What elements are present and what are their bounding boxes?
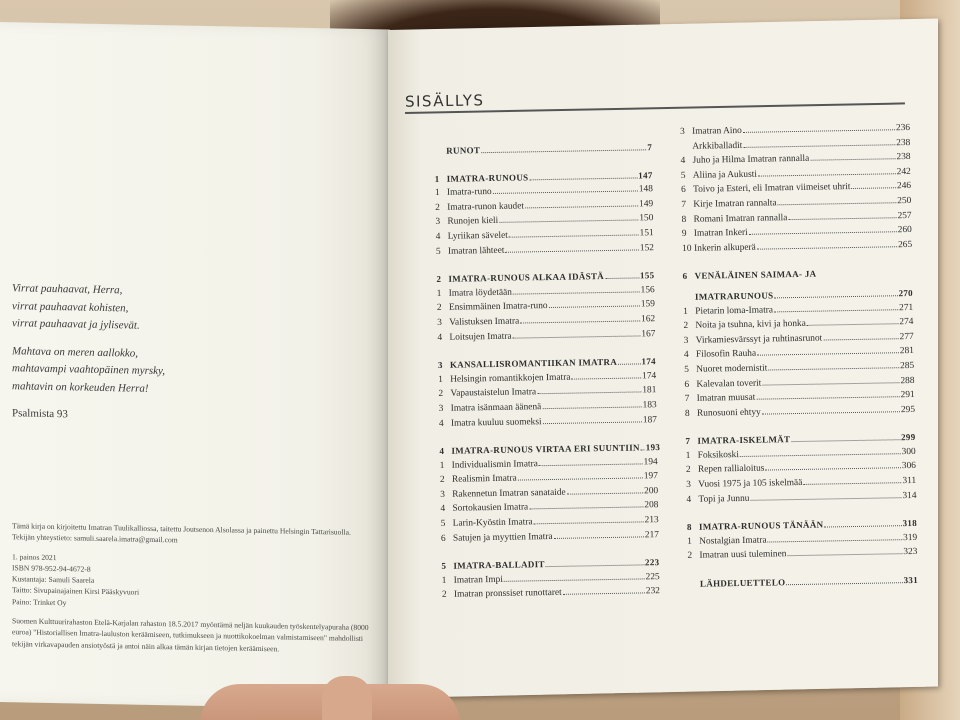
toc-entry-label: Loitsujen Imatra	[449, 331, 512, 343]
psalm-reference: Psalmista 93	[12, 407, 68, 421]
toc-entry-label: IMATRA-RUNOUS	[446, 171, 529, 184]
toc-entry-number: 3	[680, 126, 685, 137]
toc-entry-label: Pietarin loma-Imatra	[695, 304, 774, 317]
toc-entry-label: Imatran lähteet	[447, 245, 505, 257]
toc-entry-page: 167	[641, 328, 656, 339]
toc-leader-dots	[567, 492, 643, 494]
toc-leader-dots	[493, 191, 638, 195]
toc-entry-label: Sortokausien Imatra	[452, 502, 529, 515]
toc-entry-label: Rakennetun Imatran sanataide	[452, 487, 566, 500]
toc-entry-number: 6	[681, 185, 686, 196]
toc-entry	[682, 240, 912, 259]
toc-leader-dots	[765, 468, 901, 471]
toc-entry-label: Aliina ja Aukusti	[692, 169, 757, 181]
toc-entry-page: 232	[645, 586, 661, 597]
toc-entry-number: 2	[438, 389, 444, 400]
toc-entry-number: 5	[440, 518, 446, 530]
toc-entry-label: Arkkiballadit	[692, 140, 743, 152]
toc-entry	[434, 142, 652, 160]
toc-entry-label: Imatran muusat	[696, 392, 756, 404]
toc-entry-label: Topi ja Junnu	[698, 493, 750, 505]
toc-entry-label: Imatran Impi	[453, 574, 503, 586]
toc-entry-label: Ensimmäinen Imatra-runo	[448, 301, 548, 314]
colophon-grant: Suomen Kulttuurirahaston Etelä-Karjalan rahaston 18.5.2017 myöntämä neljän kuukauden työskentelyapuraha (8000 euroa) "Historiallisen Imatra-lauluston keräämiseen, tutkimukseen ja nuottikokoelman valmistamiseen" mahdollisti tekijän virkavapauden ansiotyöstä ja antoi näin alkaa tämän kirjan tietojen keräämiseen.	[12, 616, 369, 654]
toc-entry-page: 281	[899, 346, 915, 357]
toc-entry-label: IMATRA-RUNOUS ALKAA IDÄSTÄ	[448, 271, 605, 284]
toc-entry-label: Imatran uusi tuleminen	[699, 549, 787, 562]
toc-entry-page: 200	[644, 486, 659, 497]
toc-leader-dots	[513, 335, 641, 338]
toc-entry	[441, 530, 659, 548]
toc-entry-label: Imatran pronssiset runottaret	[453, 588, 562, 601]
toc-leader-dots	[768, 539, 902, 542]
toc-entry-page: 306	[901, 461, 917, 472]
toc-leader-dots	[518, 478, 643, 481]
toc-entry-number: 1	[441, 575, 447, 586]
toc-leader-dots	[618, 364, 640, 365]
toc-leader-dots	[743, 144, 895, 148]
toc-entry-label: Virkamiesvärssyt ja ruhtinasrunot	[695, 333, 823, 346]
toc-entry-number: 3	[438, 403, 444, 414]
toc-entry-number: 3	[437, 317, 442, 328]
toc-entry-page: 7	[647, 142, 653, 153]
toc-entry-label: IMATRARUNOUS	[694, 290, 774, 302]
toc-entry-label: Kirje Imatran rannalta	[693, 198, 777, 210]
toc-entry-number: 8	[684, 408, 690, 419]
toc-entry-number: 7	[681, 199, 687, 210]
toc-entry-label: Toivo ja Esteri, eli Imatran viimeiset uhrit	[693, 182, 851, 196]
toc-entry-page: 193	[645, 442, 661, 453]
toc-entry-page: 314	[902, 490, 917, 501]
toc-entry-number: 2	[687, 551, 693, 562]
toc-entry-page: 288	[900, 375, 915, 386]
toc-entry-page: 155	[639, 270, 655, 281]
toc-entry-page: 291	[900, 390, 915, 401]
toc-entry-number: 2	[435, 202, 440, 213]
toc-entry-label: Larin-Kyöstin Imatra	[452, 517, 533, 529]
toc-entry-label: Vuosi 1975 ja 105 iskelmää	[698, 477, 803, 490]
poem-line: Mahtava on meren aallokko,	[12, 344, 139, 360]
toc-entry-label: Noita ja tsuhna, kivi ja honka	[695, 318, 806, 331]
toc-entry-number: 3	[437, 360, 443, 371]
toc-entry-label: IMATRA-ISKELMÄT	[697, 434, 791, 447]
colophon-line: 1. painos 2021	[12, 551, 57, 562]
toc-entry-label: Imatran Inkeri	[693, 227, 748, 239]
toc-leader-dots	[525, 205, 638, 208]
toc-entry-label: Imatra kuuluu suomeksi	[450, 416, 542, 429]
toc-entry-label: Helsingin romantikkojen Imatra	[450, 372, 571, 385]
toc-entry-page: 318	[902, 518, 918, 529]
toc-entry-page: 148	[638, 184, 653, 195]
toc-leader-dots	[520, 320, 640, 323]
toc-entry-page: 183	[642, 400, 657, 411]
toc-entry-number: 1	[436, 288, 442, 299]
toc-entry-label: IMATRA-RUNOUS VIRTAA ERI SUUNTIIN	[451, 442, 640, 456]
toc-leader-dots	[743, 129, 895, 133]
toc-entry-label: Realismin Imatra	[451, 473, 517, 486]
toc-entry	[439, 415, 657, 433]
toc-title: SISÄLLYS	[404, 91, 485, 111]
toc-leader-dots	[762, 382, 899, 385]
toc-entry-page: 194	[643, 456, 658, 468]
toc-leader-dots	[529, 507, 643, 510]
toc-entry-page: 197	[643, 471, 658, 482]
toc-leader-dots	[758, 173, 896, 176]
poem-stanza-2	[12, 343, 342, 402]
toc-entry-number: 5	[680, 170, 686, 181]
toc-entry	[687, 547, 917, 566]
toc-entry-number: 7	[684, 393, 690, 405]
toc-leader-dots	[851, 188, 896, 190]
toc-entry-page: 311	[902, 475, 917, 487]
toc-entry-page: 156	[640, 284, 655, 296]
toc-entry-number: 6	[684, 379, 690, 390]
toc-entry-page: 217	[644, 529, 660, 541]
toc-leader-dots	[641, 449, 645, 450]
toc-entry-page: 187	[642, 414, 658, 425]
toc-entry-page: 213	[644, 515, 659, 526]
toc-entry-page: 174	[641, 356, 656, 367]
toc-entry-number: 6	[440, 533, 446, 544]
toc-entry-label: Runojen kieli	[447, 216, 499, 228]
toc-entry-label: Valistuksen Imatra	[449, 316, 520, 328]
toc-entry-number: 8	[686, 522, 692, 533]
toc-entry-page: 246	[896, 181, 912, 192]
poem-stanza-1	[12, 280, 342, 339]
toc-entry	[437, 329, 655, 347]
toc-entry-label: Repen rallialoitus	[697, 464, 765, 476]
toc-entry-page: 238	[896, 152, 911, 163]
toc-entry-page: 159	[640, 299, 655, 310]
toc-leader-dots	[546, 565, 644, 568]
toc-leader-dots	[749, 231, 897, 235]
toc-leader-dots	[757, 246, 897, 249]
toc-leader-dots	[499, 220, 638, 223]
toc-entry-page: 236	[895, 122, 911, 134]
colophon-edition	[12, 551, 372, 614]
toc-entry-label: Imatra löydetään	[448, 287, 513, 299]
toc-leader-dots	[571, 377, 641, 379]
colophon-line: Taitto: Sivupainajainen Kirsi Pääskyvuori	[12, 585, 140, 598]
toc-entry-label: Inkerin alkuperä	[694, 242, 756, 254]
toc-entry-label: LÄHDELUETTELO	[699, 577, 786, 589]
toc-entry-page: 265	[897, 239, 913, 250]
toc-entry-label: Romani Imatran rannalla	[693, 212, 788, 225]
poem-line: virrat pauhaavat ja jylisevät.	[12, 317, 140, 332]
toc-entry-page: 181	[642, 385, 657, 396]
toc-entry-number: 2	[441, 590, 447, 601]
toc-entry-label: Imatra-runon kaudet	[447, 201, 525, 213]
toc-entry-page: 225	[645, 571, 660, 583]
toc-entry-label: Satujen ja myyttien Imatra	[452, 531, 553, 544]
toc-entry-number: 1	[687, 536, 693, 547]
toc-entry-label: Imatra isänmaan äänenä	[450, 402, 542, 414]
toc-entry-label: Imatran Aino	[691, 125, 742, 137]
toc-entry	[686, 491, 916, 510]
toc-entry-label: Kalevalan toverit	[696, 378, 762, 390]
colophon-print-info: Tämä kirja on kirjoitettu Imatran Tuulikalliossa, taitettu Joutsenon Alsolassa ja painettu Helsingin Tattarisuolla. Tekijän yhteystieto: samuli.saarela.imatra@gmail.com	[12, 521, 351, 545]
left-book-page	[0, 22, 390, 709]
toc-entry-number: 4	[438, 418, 444, 429]
poem-line: Virrat pauhaavat, Herra,	[12, 282, 123, 297]
toc-entry-number: 4	[435, 231, 441, 242]
toc-entry-number: 2	[436, 303, 442, 314]
poem-line: mahtavampi vaahtopäinen myrsky,	[12, 362, 166, 378]
toc-entry-label: Vapaustaistelun Imatra	[450, 387, 537, 400]
toc-entry-page: 250	[897, 195, 912, 207]
toc-entry-number: 5	[684, 364, 690, 375]
toc-leader-dots	[778, 202, 897, 205]
toc-entry-number: 1	[438, 374, 443, 385]
toc-entry-label: Foksikoski	[697, 449, 739, 461]
toc-leader-dots	[768, 367, 899, 370]
toc-entry-label: Runosuoni ehtyy	[696, 407, 761, 419]
toc-entry-page: 174	[642, 370, 657, 382]
toc-entry-label: RUNOT	[446, 145, 481, 156]
toc-leader-dots	[563, 593, 645, 595]
toc-entry-number: 2	[683, 321, 689, 332]
toc-entry-page: 331	[903, 574, 919, 586]
toc-leader-dots	[543, 421, 642, 424]
toc-entry-number: 4	[683, 350, 689, 361]
toc-entry-label: IMATRA-RUNOUS TÄNÄÄN	[698, 519, 824, 532]
toc-entry-page: 277	[899, 331, 914, 342]
toc-entry-number: 5	[441, 561, 447, 572]
toc-entry-label: Individualismin Imatra	[451, 458, 538, 471]
colophon-line: Paino: Trinket Oy	[12, 597, 67, 608]
colophon	[12, 520, 372, 664]
toc-leader-dots	[810, 158, 895, 160]
poem-line: mahtavin on korkeuden Herra!	[12, 379, 149, 395]
toc-leader-dots	[504, 578, 645, 581]
colophon-line: ISBN 978-952-94-4672-8	[12, 563, 91, 574]
toc-entry-number: 1	[685, 450, 691, 461]
toc-leader-dots	[788, 217, 896, 220]
toc-leader-dots	[762, 411, 900, 414]
toc-entry-label: IMATRA-BALLADIT	[453, 559, 545, 571]
toc-entry-label: Lyriikan sävelet	[447, 230, 508, 242]
toc-leader-dots	[750, 497, 901, 501]
toc-leader-dots	[513, 291, 640, 294]
toc-entry-number: 3	[435, 217, 441, 228]
toc-entry	[683, 267, 913, 286]
toc-entry-number: 3	[686, 479, 692, 491]
toc-leader-dots	[542, 406, 641, 409]
toc-entry-label: Nostalgian Imatra	[699, 535, 767, 547]
toc-leader-dots	[791, 439, 900, 442]
toc-leader-dots	[807, 323, 899, 326]
toc-entry-page: 147	[638, 169, 653, 181]
toc-entry-number: 1	[434, 188, 440, 199]
toc-entry-page: 238	[896, 137, 911, 148]
toc-entry-label: Filosofin Rauha	[695, 349, 757, 361]
toc-leader-dots	[824, 525, 901, 527]
toc-entry-number: 3	[683, 335, 689, 346]
toc-entry-number: 4	[440, 504, 446, 515]
toc-entry-page: 257	[897, 210, 912, 221]
toc-entry	[436, 243, 654, 261]
toc-leader-dots	[803, 482, 901, 485]
toc-leader-dots	[774, 309, 898, 312]
toc-entry-page: 274	[899, 317, 914, 328]
toc-leader-dots	[529, 177, 637, 180]
toc-leader-dots	[537, 392, 641, 395]
toc-entry-number: 9	[681, 229, 687, 240]
poem-line: virrat pauhaavat kohisten,	[12, 299, 129, 314]
toc-leader-dots	[539, 463, 643, 466]
toc-entry	[685, 405, 915, 424]
toc-entry-page: 270	[898, 287, 914, 299]
toc-entry-page: 323	[903, 547, 918, 558]
toc-entry-label: VENÄLÄINEN SAIMAA- JA	[694, 268, 817, 282]
toc-leader-dots	[823, 338, 898, 340]
toc-leader-dots	[740, 453, 901, 457]
toc-left-column	[434, 136, 660, 605]
toc-leader-dots	[757, 353, 899, 356]
toc-leader-dots	[605, 278, 639, 280]
toc-entry-label: Juho ja Hilma Imatran rannalla	[692, 153, 810, 166]
toc-entry-page: 295	[900, 404, 916, 415]
toc-leader-dots	[505, 249, 638, 252]
toc-entry-number: 1	[683, 306, 688, 317]
toc-entry-page: 271	[899, 302, 914, 313]
toc-entry-label: KANSALLISROMANTIIKAN IMATRA	[449, 356, 618, 370]
toc-entry-number: 4	[686, 494, 692, 505]
toc-entry-number: 3	[440, 489, 445, 500]
toc-entry-page: 223	[644, 557, 660, 568]
toc-entry-page: 151	[639, 228, 654, 239]
toc-leader-dots	[756, 396, 899, 400]
colophon-line: Kustantaja: Samuli Saarela	[12, 574, 95, 585]
toc-entry-number: 10	[682, 243, 692, 254]
toc-leader-dots	[774, 295, 897, 298]
toc-entry-number: 6	[682, 271, 688, 282]
toc-entry-number: 1	[439, 460, 445, 471]
toc-entry-page: 162	[641, 314, 656, 325]
toc-entry-page: 260	[897, 225, 912, 236]
toc-entry-page: 150	[639, 213, 654, 224]
toc-entry-number: 2	[685, 465, 691, 476]
toc-entry-page: 152	[639, 242, 655, 253]
toc-entry-number: 7	[685, 436, 691, 447]
toc-entry-label: Nuoret modernistit	[696, 363, 768, 375]
toc-entry-page: 299	[900, 432, 916, 443]
toc-entry-page: 285	[900, 360, 915, 372]
toc-entry-page: 300	[901, 446, 916, 458]
toc-leader-dots	[481, 149, 646, 153]
toc-entry-number: 4	[680, 156, 686, 167]
toc-leader-dots	[786, 582, 902, 585]
toc-entry-number: 4	[437, 332, 443, 343]
thumb	[322, 676, 372, 720]
toc-entry-number: 1	[434, 173, 440, 184]
toc-entry-label: Imatra-runo	[446, 187, 492, 198]
toc-leader-dots	[549, 306, 640, 309]
toc-leader-dots	[534, 521, 644, 524]
toc-leader-dots	[554, 536, 644, 539]
toc-leader-dots	[509, 234, 639, 237]
toc-right-column	[680, 123, 918, 594]
toc-entry-page: 319	[903, 532, 918, 544]
toc-entry-number: 5	[435, 246, 441, 257]
toc-entry-page: 208	[644, 500, 659, 511]
psalm-poem	[12, 280, 342, 429]
toc-leader-dots	[787, 554, 902, 557]
toc-entry-number: 8	[681, 214, 687, 225]
toc-entry-page: 149	[639, 198, 654, 210]
toc-entry-number: 2	[436, 274, 442, 285]
toc-entry-number: 2	[439, 475, 445, 486]
toc-entry-number: 4	[439, 445, 445, 457]
toc-entry-page: 242	[896, 166, 911, 178]
